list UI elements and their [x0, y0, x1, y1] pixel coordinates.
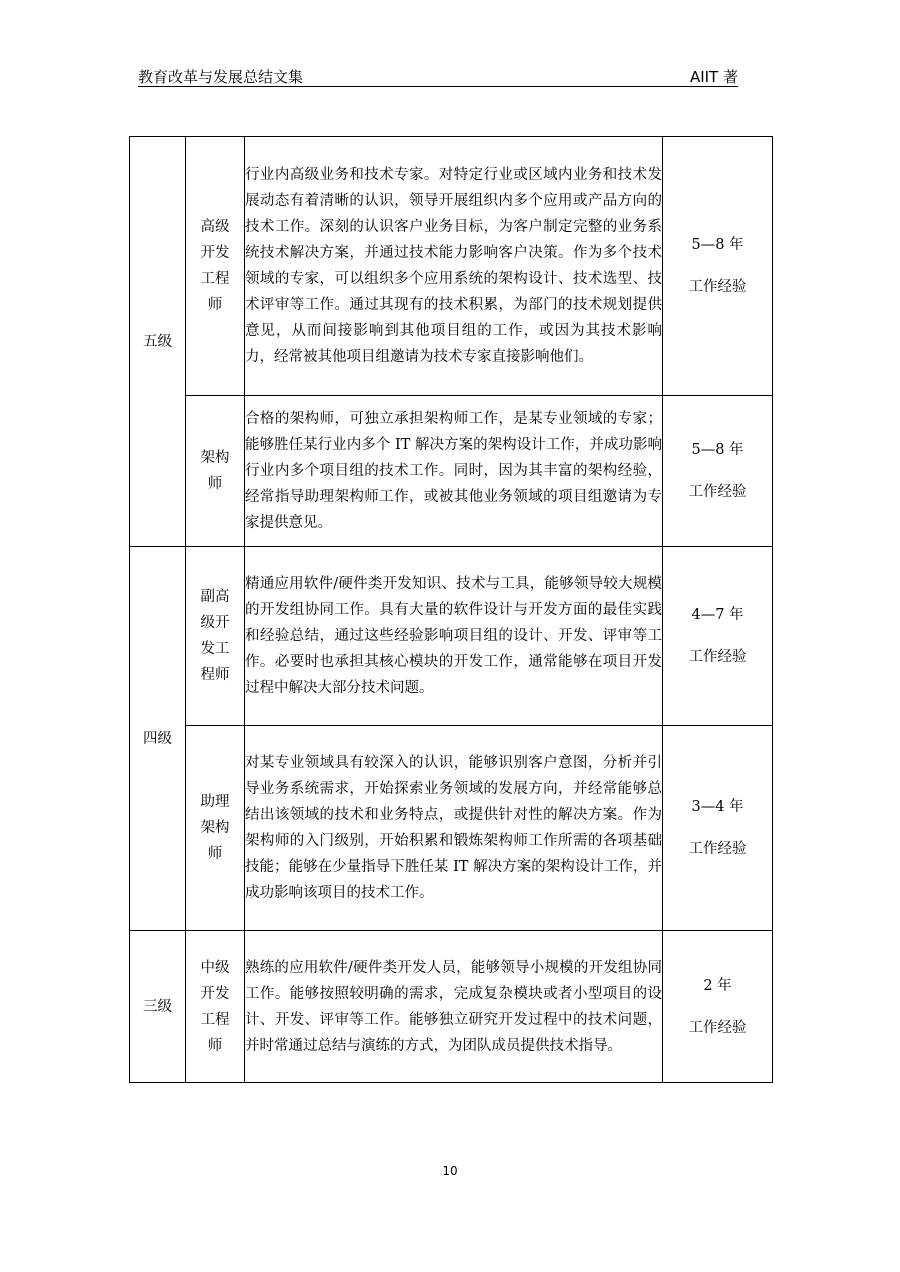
role-title: 中级开发工程师 — [200, 959, 230, 1054]
experience-cell — [663, 396, 773, 547]
role-title: 助理架构师 — [200, 794, 230, 862]
header-title: 教育改革与发展总结文集 — [138, 68, 304, 86]
table-row — [130, 137, 773, 396]
role-cell — [186, 547, 245, 726]
engineer-level-table — [129, 136, 773, 1083]
experience-label: 工作经验 — [688, 279, 747, 295]
table-row — [130, 931, 773, 1083]
description-cell: 精通应用软件/硬件类开发知识、技术与工具，能够领导较大规模的开发组协同工作。具有大量的软件设计与开发方面的最佳实践和经验总结，通过这些经验影响项目组的设计、开发、评审等工作。必要时也承担其核心模块的开发工作，通常能够在项目开发过程中解决大部分技术问题。 — [245, 547, 663, 726]
table-row — [130, 547, 773, 726]
level-cell: 三级 — [130, 931, 186, 1083]
description-cell: 行业内高级业务和技术专家。对特定行业或区域内业务和技术发展动态有着清晰的认识，领导开展组织内多个应用或产品方向的技术工作。深刻的认识客户业务目标，为客户制定完整的业务系统技术解决方案，并通过技术能力影响客户决策。作为多个技术领域的专家，可以组织多个应用系统的架构设计、技术选型、技术评审等工作。通过其现有的技术积累，为部门的技术规划提供意见，从而间接影响到其他项目组的工作，或因为其技术影响力，经常被其他项目组邀请为技术专家直接影响他们。 — [245, 137, 663, 396]
experience-label: 工作经验 — [688, 484, 747, 500]
experience-cell — [663, 137, 773, 396]
experience-label: 工作经验 — [688, 1019, 747, 1036]
role-title: 副高级开发工程师 — [200, 589, 230, 683]
experience-cell — [663, 547, 773, 726]
experience-years: 5—8 年 — [691, 237, 744, 253]
description-cell: 合格的架构师，可独立承担架构师工作，是某专业领域的专家；能够胜任某行业内多个 IT 解决方案的架构设计工作，并成功影响行业内多个项目组的技术工作。同时，因为其丰富的架构经验，经常指导助理架构师工作，或被其他业务领域的项目组邀请为专家提供意见。 — [245, 396, 663, 547]
experience-years: 5—8 年 — [691, 442, 744, 458]
page-header — [138, 66, 738, 87]
role-cell — [186, 137, 245, 396]
experience-cell — [663, 931, 773, 1083]
experience-years: 2 年 — [703, 977, 732, 994]
role-cell — [186, 726, 245, 931]
level-cell: 四级 — [130, 547, 186, 931]
experience-label: 工作经验 — [688, 841, 747, 857]
experience-label: 工作经验 — [688, 649, 747, 665]
description-cell: 熟练的应用软件/硬件类开发人员，能够领导小规模的开发组协同工作。能够按照较明确的需求，完成复杂模块或者小型项目的设计、开发、评审等工作。能够独立研究开发过程中的技术问题，并时常通过总结与演练的方式，为团队成员提供技术指导。 — [245, 931, 663, 1083]
role-title: 架构师 — [200, 450, 230, 492]
level-cell: 五级 — [130, 137, 186, 547]
role-cell — [186, 931, 245, 1083]
description-cell: 对某专业领域具有较深入的认识，能够识别客户意图，分析并引导业务系统需求，开始探索业务领域的发展方向，并经常能够总结出该领域的技术和业务特点，或提供针对性的解决方案。作为架构师的入门级别，开始积累和锻炼架构师工作所需的各项基础技能；能够在少量指导下胜任某 IT 解决方案的架构设计工作，并成功影响该项目的技术工作。 — [245, 726, 663, 931]
experience-years: 4—7 年 — [691, 607, 744, 623]
table-row — [130, 726, 773, 931]
header-author: AIIT 著 — [689, 68, 738, 86]
page-number: 10 — [442, 1164, 458, 1178]
role-title: 高级开发工程师 — [200, 219, 230, 313]
table-row — [130, 396, 773, 547]
experience-cell — [663, 726, 773, 931]
role-cell — [186, 396, 245, 547]
experience-years: 3—4 年 — [691, 799, 744, 815]
